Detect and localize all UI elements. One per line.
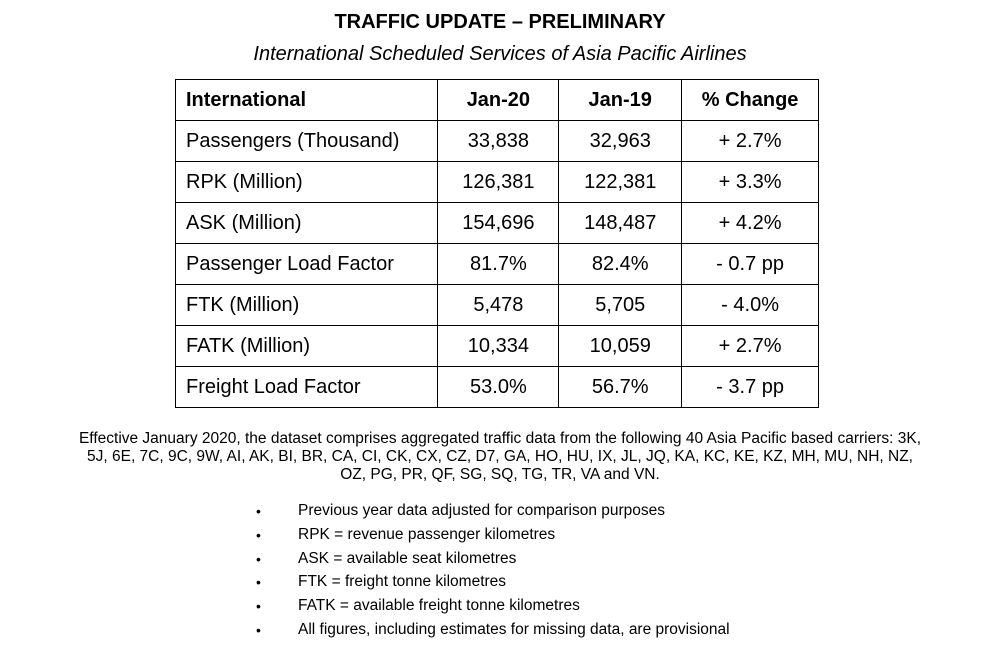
cell-jan-20: 154,696: [438, 203, 559, 244]
traffic-table: [175, 79, 819, 408]
cell-jan-19: 10,059: [559, 326, 682, 367]
bullet-icon: •: [256, 621, 261, 638]
table-row-ask: [176, 203, 819, 244]
list-item-text: RPK = revenue passenger kilometres: [298, 525, 556, 543]
cell-jan-20: 81.7%: [438, 244, 559, 285]
row-label: Passengers (Thousand): [176, 121, 438, 162]
list-item-text: All figures, including estimates for missing data, are provisional: [298, 620, 730, 638]
cell-change: - 3.7 pp: [682, 367, 819, 408]
row-label: Passenger Load Factor: [176, 244, 438, 285]
list-item: [250, 620, 730, 644]
cell-jan-20: 10,334: [438, 326, 559, 367]
table-header-row: [176, 80, 819, 121]
table-row-fatk: [176, 326, 819, 367]
cell-change: - 0.7 pp: [682, 244, 819, 285]
cell-jan-19: 56.7%: [559, 367, 682, 408]
cell-jan-20: 33,838: [438, 121, 559, 162]
list-item-text: Previous year data adjusted for comparison purposes: [298, 502, 666, 519]
column-header-international: International: [176, 80, 438, 121]
carriers-note-line: 5J, 6E, 7C, 9C, 9W, AI, AK, BI, BR, CA, CI, CK, CX, CZ, D7, GA, HO, HU, IX, JL, JQ, KA, KC, KE, KZ, MH, MU, NH, NZ,: [87, 448, 913, 465]
cell-change: + 3.3%: [682, 162, 819, 203]
list-item-text: FATK = available freight tonne kilometres: [298, 597, 580, 615]
column-header-jan-19: Jan-19: [559, 80, 682, 121]
cell-jan-20: 5,478: [438, 285, 559, 326]
list-item-text: FTK = freight tonne kilometres: [298, 573, 507, 591]
cell-change: + 4.2%: [682, 203, 819, 244]
bullet-icon: •: [256, 526, 261, 543]
column-header-jan-20: Jan-20: [438, 80, 559, 121]
cell-change: + 2.7%: [682, 121, 819, 162]
list-item-text: ASK = available seat kilometres: [298, 549, 517, 567]
cell-jan-19: 122,381: [559, 162, 682, 203]
table-row-ftk: [176, 285, 819, 326]
list-item: [250, 596, 730, 620]
carriers-note-line: Effective January 2020, the dataset comprises aggregated traffic data from the following 40 Asia Pacific based carriers: 3K,: [78, 430, 922, 447]
table-row-freight-load-factor: [176, 367, 819, 408]
cell-change: - 4.0%: [682, 285, 819, 326]
footnote-list: [250, 501, 730, 644]
row-label: FATK (Million): [176, 326, 438, 367]
row-label: ASK (Million): [176, 203, 438, 244]
table-row-passenger-load-factor: [176, 244, 819, 285]
list-item: [250, 525, 730, 549]
bullet-icon: •: [256, 598, 261, 615]
list-item: [250, 549, 730, 573]
cell-change: + 2.7%: [682, 326, 819, 367]
bullet-icon: •: [256, 550, 261, 567]
list-item: [250, 501, 730, 525]
row-label: Freight Load Factor: [176, 367, 438, 408]
cell-jan-19: 82.4%: [559, 244, 682, 285]
cell-jan-20: 53.0%: [438, 367, 559, 408]
carriers-note: [10, 430, 990, 484]
cell-jan-19: 32,963: [559, 121, 682, 162]
bullet-icon: •: [256, 503, 261, 519]
cell-jan-19: 148,487: [559, 203, 682, 244]
table-row-rpk: [176, 162, 819, 203]
carriers-note-line: OZ, PG, PR, QF, SG, SQ, TG, TR, VA and VN.: [340, 466, 660, 483]
row-label: RPK (Million): [176, 162, 438, 203]
cell-jan-19: 5,705: [559, 285, 682, 326]
cell-jan-20: 126,381: [438, 162, 559, 203]
column-header-percent-change: % Change: [682, 80, 819, 121]
row-label: FTK (Million): [176, 285, 438, 326]
bullet-icon: •: [256, 574, 261, 591]
page-title: TRAFFIC UPDATE – PRELIMINARY: [334, 11, 666, 33]
page-subtitle: International Scheduled Services of Asia Pacific Airlines: [253, 43, 747, 65]
list-item: [250, 572, 730, 596]
table-row-passengers: [176, 121, 819, 162]
